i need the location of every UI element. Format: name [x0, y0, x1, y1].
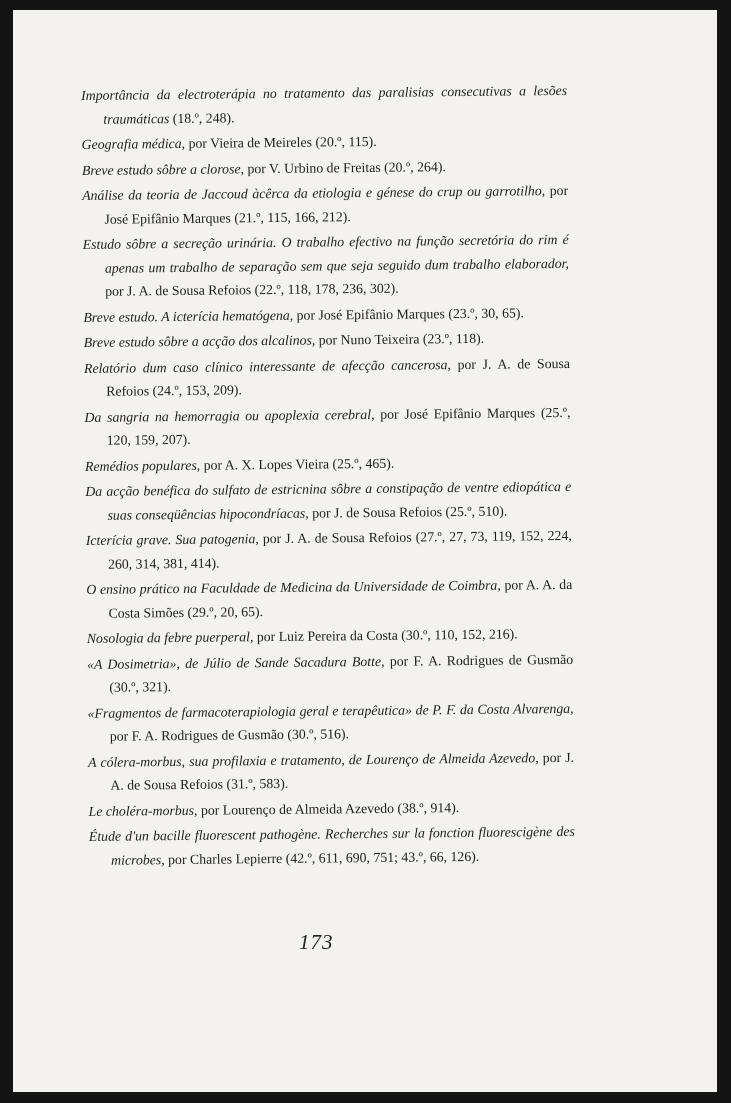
bibliography-entry: [83, 228, 570, 304]
entry-title: Análise da teoria de Jaccoud àcêrca da etiologia e génese do crup ou garrotilho,: [82, 183, 546, 203]
entry-title: Geografia médica,: [81, 135, 186, 152]
bibliography-entry: [85, 475, 571, 527]
entry-title: «A Dosimetria», de Júlio de Sande Sacadura Botte,: [86, 653, 385, 672]
entry-title: Étude d'un bacille fluorescent pathogène. Recherches sur la fonction fluorescigène des microbes,: [88, 823, 575, 868]
document-page: [13, 10, 717, 1092]
entry-reference: por Lourenço de Almeida Azevedo (38.º, 914).: [197, 799, 460, 818]
entry-reference: por F. A. Rodrigues de Gusmão (30.º, 321).: [109, 651, 574, 695]
entry-title: Remédios populares,: [84, 457, 201, 474]
entry-title: Importância da electroterápia no tratamento das paralisias consecutivas a lesões traumáticas: [81, 82, 568, 127]
entry-title: Relatório dum caso clínico interessante de afecção cancerosa,: [83, 356, 451, 376]
entry-reference: por José Epifânio Marques (25.º, 120, 159, 207).: [106, 404, 571, 448]
entry-title: Breve estudo sôbre a clorose,: [81, 160, 245, 178]
bibliography-entry: [82, 128, 568, 157]
entry-reference: por J. A. de Sousa Refoios (27.º, 27, 73, 119, 152, 224, 260, 314, 381, 414).: [107, 527, 572, 572]
entry-reference: por A. A. da Costa Simões (29.º, 20, 65).: [108, 576, 573, 621]
entry-reference: por Nuno Teixeira (23.º, 118).: [315, 330, 485, 348]
bibliography-entry: [84, 326, 570, 355]
entry-title: Da sangria na hemorragia ou apoplexia cerebral,: [84, 406, 375, 425]
entry-title: Breve estudo. A icterícia hematógena,: [83, 307, 294, 325]
entry-reference: por F. A. Rodrigues de Gusmão (30.º, 516).: [109, 726, 350, 744]
bibliography-entry: [89, 820, 575, 872]
entry-title: O ensino prático na Faculdade de Medicina da Universidade de Coimbra,: [86, 577, 501, 597]
entry-title: Estudo sôbre a secreção urinária. O trabalho efectivo na função secretória do rim é apenas um trabalho de separação sem que seja seguido dum trabalho elaborador,: [82, 231, 569, 276]
bibliography-entry: [87, 647, 573, 699]
entry-title: Da acção benéfica do sulfato de estricnina sôbre a constipação de ventre ediopática e suas conseqüências hipocondríacas,: [85, 478, 572, 523]
entry-title: Breve estudo sôbre a acção dos alcalinos,: [83, 332, 316, 350]
bibliography-entry: [82, 153, 568, 182]
entry-reference: por Luiz Pereira da Costa (30.º, 110, 152, 216).: [253, 626, 518, 645]
entry-reference: por J. A. de Sousa Refoios (24.º, 153, 209).: [106, 355, 571, 399]
entry-reference: por José Epifânio Marques (21.º, 115, 166, 212).: [104, 182, 569, 227]
entry-title: «Fragmentos de farmacoterapiologia geral e terapêutica» de P. F. da Costa Alvarenga,: [87, 700, 574, 721]
entry-reference: (18.º, 248).: [169, 109, 235, 126]
bibliography-entry: [84, 351, 570, 403]
entry-title: Nosologia da febre puerperal,: [86, 629, 254, 646]
bibliography-entry: [83, 300, 569, 329]
bibliography-entry: [86, 573, 572, 625]
entry-reference: por J. A. de Sousa Refoios (31.º, 583).: [110, 749, 575, 793]
entry-reference: por J. de Sousa Refoios (25.º, 510).: [308, 503, 508, 521]
entry-reference: por J. A. de Sousa Refoios (22.º, 118, 178, 236, 302).: [105, 280, 399, 299]
entry-reference: por Charles Lepierre (42.º, 611, 690, 751; 43.º, 66, 126).: [164, 848, 480, 867]
entry-reference: por A. X. Lopes Vieira (25.º, 465).: [200, 455, 395, 473]
entry-title: A cólera-morbus, sua profilaxia e tratamento, de Lourenço de Almeida Azevedo,: [88, 749, 539, 770]
bibliography-entry: [84, 400, 570, 452]
entry-title: Icterícia grave. Sua patogenia,: [85, 531, 259, 548]
bibliography-entry: [87, 622, 573, 651]
entry-title: Le choléra-morbus,: [88, 802, 198, 819]
page-number: 173: [299, 930, 334, 954]
bibliography-entry: [87, 696, 573, 748]
entry-reference: por Vieira de Meireles (20.º, 115).: [185, 133, 377, 151]
bibliography-entry: [82, 179, 568, 231]
bibliography-list: [81, 79, 575, 874]
bibliography-entry: [86, 524, 572, 576]
entry-reference: por José Epifânio Marques (23.º, 30, 65).: [293, 304, 524, 323]
bibliography-entry: [85, 449, 571, 478]
bibliography-entry: [81, 79, 567, 131]
bibliography-entry: [88, 745, 574, 797]
bibliography-entry: [88, 794, 574, 823]
entry-reference: por V. Urbino de Freitas (20.º, 264).: [243, 158, 446, 176]
